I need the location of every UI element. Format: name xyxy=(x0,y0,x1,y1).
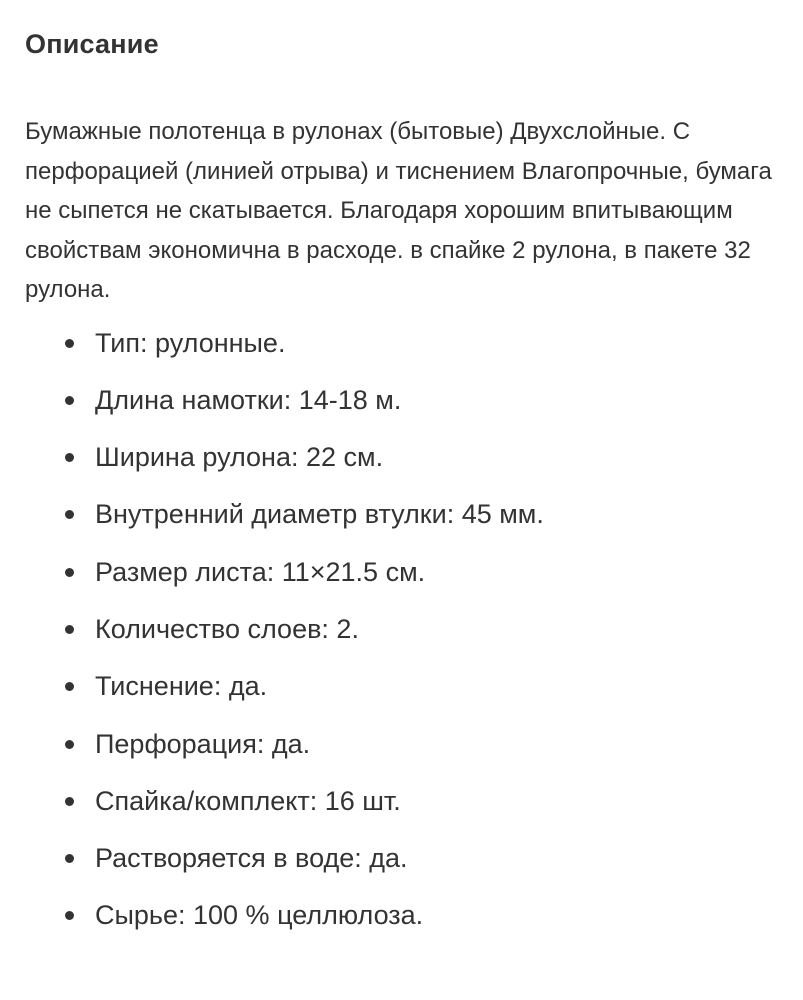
features-list xyxy=(25,327,783,933)
feature-text: Размер листа: 11×21.5 см. xyxy=(95,556,426,587)
feature-item-material xyxy=(65,899,783,932)
bullet-icon xyxy=(65,740,74,749)
bullet-icon xyxy=(65,453,74,462)
bullet-icon xyxy=(65,339,74,348)
feature-item-type xyxy=(65,327,783,360)
feature-item-pack xyxy=(65,785,783,818)
feature-text: Сырье: 100 % целлюлоза. xyxy=(95,900,424,931)
bullet-icon xyxy=(65,682,74,691)
bullet-icon xyxy=(65,625,74,634)
feature-item-ply-count xyxy=(65,613,783,646)
feature-item-roll-width xyxy=(65,441,783,474)
feature-text: Перфорация: да. xyxy=(95,728,311,759)
feature-item-embossing xyxy=(65,670,783,703)
feature-item-perforation xyxy=(65,728,783,761)
bullet-icon xyxy=(65,797,74,806)
feature-text: Ширина рулона: 22 см. xyxy=(95,442,384,473)
feature-item-core-diameter xyxy=(65,498,783,531)
bullet-icon xyxy=(65,568,74,577)
feature-text: Тип: рулонные. xyxy=(95,327,286,358)
bullet-icon xyxy=(65,510,74,519)
description-paragraph: Бумажные полотенца в рулонах (бытовые) Двухслойные. С перфорацией (линией отрыва) и тиснением Влагопрочные, бумага не сыпется не скатывается. Благодаря хорошим впитывающим свойствам экономична в расходе. в спайке 2 рулона, в пакете 32 рулона. xyxy=(25,118,772,303)
feature-text: Спайка/комплект: 16 шт. xyxy=(95,785,401,816)
feature-item-roll-length xyxy=(65,384,783,417)
feature-text: Длина намотки: 14-18 м. xyxy=(95,384,402,415)
bullet-icon xyxy=(65,854,74,863)
feature-item-sheet-size xyxy=(65,556,783,589)
bullet-icon xyxy=(65,396,74,405)
feature-text: Количество слоев: 2. xyxy=(95,613,359,644)
feature-text: Тиснение: да. xyxy=(95,671,268,702)
bullet-icon xyxy=(65,911,74,920)
feature-text: Растворяется в воде: да. xyxy=(95,843,408,874)
feature-item-water-soluble xyxy=(65,842,783,875)
feature-text: Внутренний диаметр втулки: 45 мм. xyxy=(95,499,544,530)
section-title: Описание xyxy=(25,29,159,59)
